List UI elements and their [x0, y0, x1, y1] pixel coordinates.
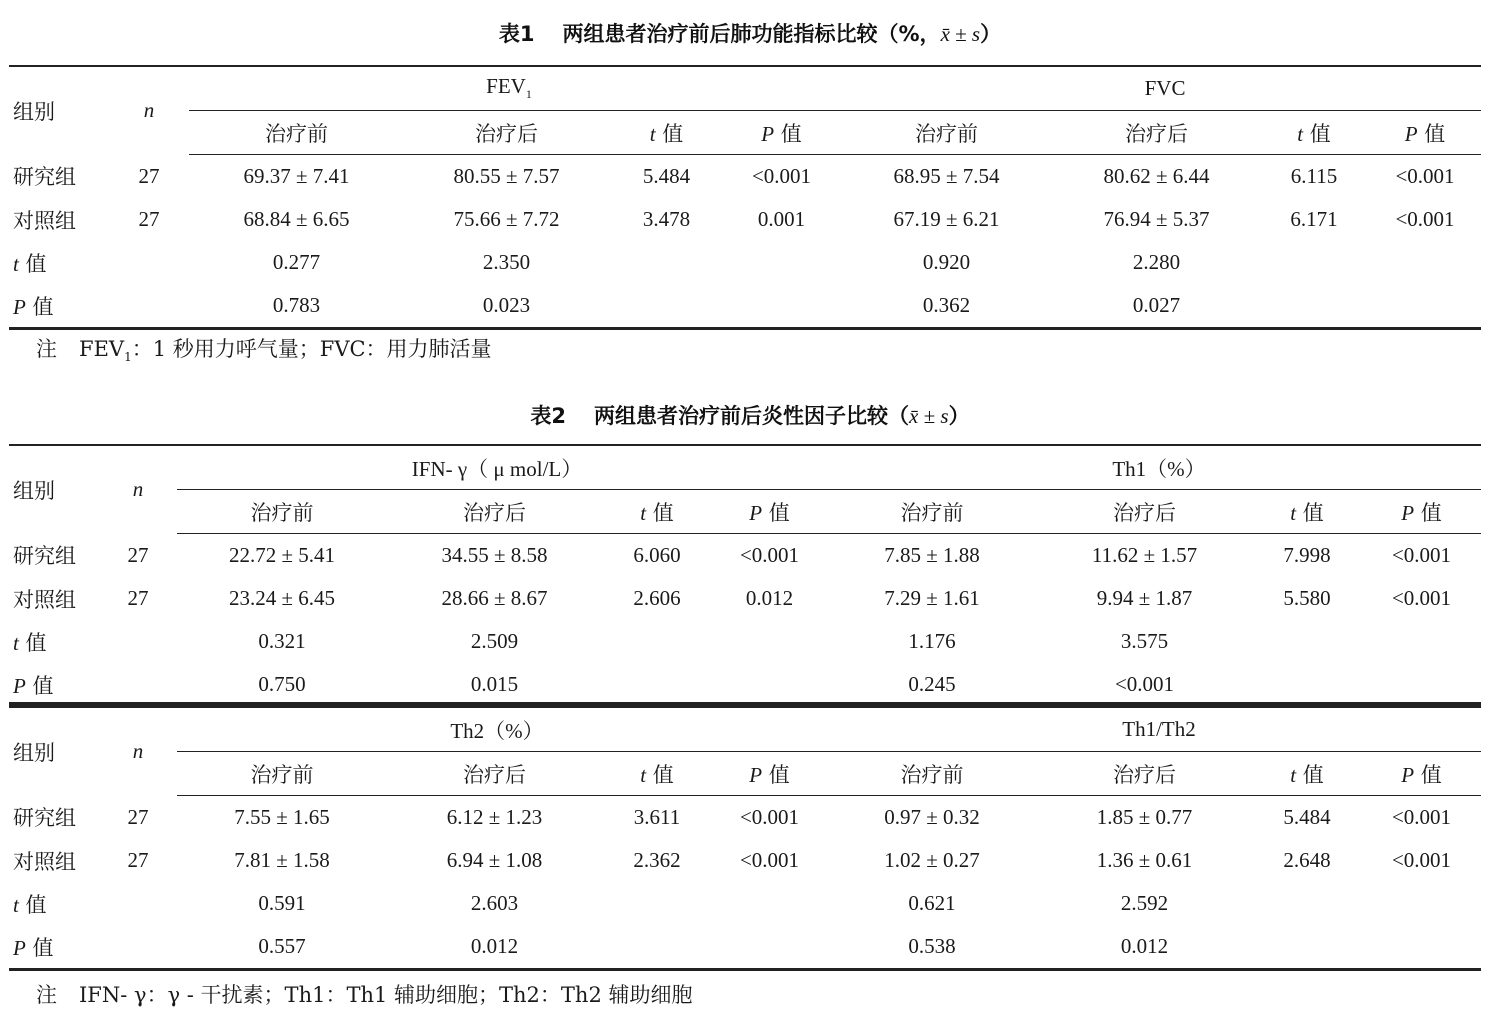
table1-header-after-left: 治疗后 — [404, 111, 609, 155]
cell-value: <0.001 — [739, 848, 800, 872]
table1-header-group: 组别 — [13, 99, 55, 124]
cell-value: 0.321 — [258, 629, 306, 653]
row-label: 对照组 — [13, 208, 76, 233]
cell-value: 2.603 — [470, 891, 519, 915]
cell-value: 2.509 — [470, 629, 519, 653]
cell-value: 9.94 ± 1.87 — [1096, 586, 1193, 610]
table-row-t — [9, 620, 1481, 663]
cell-value: 0.591 — [258, 891, 306, 915]
cell-value: 23.24 ± 6.45 — [228, 586, 336, 610]
cell-value: 7.998 — [1283, 543, 1331, 567]
cell-value: 7.29 ± 1.61 — [884, 586, 980, 610]
cell-n: 27 — [127, 542, 149, 567]
header-t: t 值 — [1252, 490, 1362, 534]
cell-value: 80.55 ± 7.57 — [453, 164, 560, 188]
cell-value: 1.02 ± 0.27 — [884, 848, 980, 872]
table2-caption — [0, 400, 1500, 430]
table-row-p — [9, 925, 1481, 970]
cell-value: 0.783 — [272, 293, 321, 317]
row-label: 研究组 — [13, 165, 76, 190]
table1-header-fvc: FVC — [839, 66, 1481, 111]
cell-value: 5.580 — [1283, 586, 1331, 610]
table2-header-group: 组别 — [13, 478, 55, 503]
cell-value: 7.85 ± 1.88 — [884, 543, 980, 567]
table2-header-th2: Th2（%） — [177, 708, 827, 752]
cell-value: 7.81 ± 1.58 — [234, 848, 330, 872]
cell-value: 69.37 ± 7.41 — [243, 164, 350, 188]
row-label: P 值 — [13, 935, 54, 960]
cell-value: <0.001 — [739, 543, 800, 567]
cell-value: <0.001 — [1395, 164, 1455, 188]
cell-value: 0.012 — [745, 586, 794, 610]
table1-header-n: n — [143, 98, 155, 123]
cell-value: 68.95 ± 7.54 — [893, 164, 1000, 188]
cell-value: 80.62 ± 6.44 — [1103, 164, 1210, 188]
table2-part2 — [9, 708, 1481, 971]
cell-value: 68.84 ± 6.65 — [243, 207, 350, 231]
cell-value: 0.750 — [258, 672, 306, 696]
table2-part1 — [9, 444, 1481, 706]
cell-value: 28.66 ± 8.67 — [441, 586, 548, 610]
table1-caption-title: 两组患者治疗前后肺功能指标比较（%， — [562, 22, 941, 46]
header-before: 治疗前 — [177, 752, 387, 796]
cell-value: 0.001 — [757, 207, 806, 231]
table1-header-after-right: 治疗后 — [1054, 111, 1259, 155]
cell-value: 2.350 — [482, 250, 531, 274]
cell-value: 34.55 ± 8.58 — [441, 543, 548, 567]
cell-value: 3.575 — [1120, 629, 1169, 653]
cell-value: 2.362 — [633, 848, 681, 872]
table2-caption-stat: x̄ ± s — [909, 404, 949, 428]
cell-value: 6.94 ± 1.08 — [446, 848, 543, 872]
table2-caption-number: 表2 — [530, 404, 567, 428]
table-row-p — [9, 284, 1481, 329]
table-row — [9, 796, 1481, 840]
cell-value: 67.19 ± 6.21 — [893, 207, 1000, 231]
table2-header-th1-th2: Th1/Th2 — [827, 708, 1481, 752]
header-t: t 值 — [1252, 752, 1362, 796]
table-row — [9, 198, 1481, 241]
table1-caption-close: ） — [980, 22, 1002, 46]
cell-value: <0.001 — [1395, 207, 1455, 231]
cell-value: 0.920 — [922, 250, 971, 274]
header-before: 治疗前 — [827, 490, 1037, 534]
table2-note: 注 IFN- γ：γ - 干扰素；Th1：Th1 辅助细胞；Th2：Th2 辅助细胞 — [36, 983, 693, 1007]
cell-value: 6.115 — [1290, 164, 1338, 188]
header-p: P 值 — [1362, 490, 1481, 534]
cell-value: <0.001 — [751, 164, 812, 188]
cell-n: 27 — [127, 586, 149, 610]
cell-n: 27 — [138, 207, 160, 231]
table2-header-n: n — [132, 477, 144, 502]
cell-value: <0.001 — [1391, 805, 1452, 829]
header-after: 治疗后 — [1037, 490, 1252, 534]
cell-value: 6.12 ± 1.23 — [446, 805, 543, 829]
row-label: 对照组 — [13, 849, 76, 874]
table-row — [9, 534, 1481, 578]
cell-value: 0.277 — [272, 250, 321, 274]
table1-header-before-left: 治疗前 — [189, 111, 404, 155]
cell-value: 2.280 — [1132, 250, 1181, 274]
cell-value: 1.36 ± 0.61 — [1096, 848, 1193, 872]
cell-value: 0.015 — [470, 672, 519, 696]
table1-header-p-right: P 值 — [1369, 111, 1481, 155]
header-after: 治疗后 — [387, 490, 602, 534]
table1-header-fev1: $FEV_1$ — [189, 66, 839, 111]
cell-value: 75.66 ± 7.72 — [453, 207, 560, 231]
table-row — [9, 839, 1481, 882]
cell-value: 0.557 — [258, 934, 306, 958]
cell-value: 22.72 ± 5.41 — [228, 543, 336, 567]
cell-value: 0.023 — [482, 293, 531, 317]
cell-value: 76.94 ± 5.37 — [1103, 207, 1210, 231]
cell-value: 11.62 ± 1.57 — [1091, 543, 1198, 567]
table1 — [9, 65, 1481, 330]
row-label: 对照组 — [13, 587, 76, 612]
table2-caption-title: 两组患者治疗前后炎性因子比较（ — [594, 404, 910, 428]
table-row-p — [9, 663, 1481, 706]
table1-header-t-right: t 值 — [1259, 111, 1369, 155]
table1-caption-stat: x̄ ± s — [940, 22, 981, 46]
table1-header-before-right: 治疗前 — [839, 111, 1054, 155]
header-after: 治疗后 — [1037, 752, 1252, 796]
table1-caption-number: 表1 — [498, 22, 535, 46]
table-row-t — [9, 882, 1481, 925]
cell-value: <0.001 — [739, 805, 800, 829]
header-p: P 值 — [1362, 752, 1481, 796]
cell-value: 1.85 ± 0.77 — [1096, 805, 1193, 829]
cell-value: 2.606 — [633, 586, 681, 610]
header-t: t 值 — [602, 752, 712, 796]
cell-value: 2.648 — [1283, 848, 1331, 872]
cell-value: 7.55 ± 1.65 — [234, 805, 330, 829]
table-row-t — [9, 241, 1481, 284]
cell-value: 3.478 — [642, 207, 691, 231]
cell-n: 27 — [127, 804, 149, 829]
cell-value: 0.621 — [908, 891, 956, 915]
header-after: 治疗后 — [387, 752, 602, 796]
table1-header-t-left: t 值 — [609, 111, 724, 155]
cell-value: 6.171 — [1290, 207, 1338, 231]
cell-value: <0.001 — [1114, 672, 1175, 696]
cell-value: 0.012 — [1120, 934, 1169, 958]
row-label: 研究组 — [13, 544, 76, 569]
cell-value: 0.362 — [922, 293, 971, 317]
header-t: t 值 — [602, 490, 712, 534]
cell-n: 27 — [138, 163, 160, 188]
cell-value: <0.001 — [1391, 543, 1452, 567]
header-before: 治疗前 — [827, 752, 1037, 796]
cell-value: 0.538 — [908, 934, 956, 958]
cell-value: 6.060 — [633, 543, 681, 567]
cell-value: 0.245 — [908, 672, 956, 696]
header-p: P 值 — [712, 490, 827, 534]
cell-value: 5.484 — [642, 164, 691, 188]
cell-value: 1.176 — [908, 629, 956, 653]
table1-header-p-left: P 值 — [724, 111, 839, 155]
table2b-header-group: 组别 — [13, 740, 55, 765]
table2b-header-n: n — [132, 739, 144, 764]
table1-note: 注 $FEV_1$：1 秒用力呼气量；FVC：用力肺活量 — [36, 337, 492, 365]
header-before: 治疗前 — [177, 490, 387, 534]
table-row — [9, 155, 1481, 199]
row-label: t 值 — [13, 630, 47, 655]
cell-value: 3.611 — [633, 805, 681, 829]
row-label: P 值 — [13, 294, 54, 319]
row-label: 研究组 — [13, 806, 76, 831]
cell-value: 0.027 — [1132, 293, 1181, 317]
cell-value: <0.001 — [1391, 848, 1452, 872]
table1-caption — [0, 18, 1500, 48]
table2-header-ifn: IFN- γ（ μ mol/L） — [177, 445, 827, 490]
row-label: P 值 — [13, 673, 54, 698]
cell-value: 0.97 ± 0.32 — [884, 805, 980, 829]
table2-caption-close: ） — [948, 404, 970, 428]
cell-n: 27 — [127, 848, 149, 872]
header-p: P 值 — [712, 752, 827, 796]
table2-header-th1: Th1（%） — [827, 445, 1481, 490]
cell-value: <0.001 — [1391, 586, 1452, 610]
cell-value: 0.012 — [470, 934, 519, 958]
cell-value: 5.484 — [1283, 805, 1331, 829]
cell-value: 2.592 — [1120, 891, 1169, 915]
row-label: t 值 — [13, 892, 47, 917]
table-row — [9, 577, 1481, 620]
row-label: t 值 — [13, 251, 47, 276]
